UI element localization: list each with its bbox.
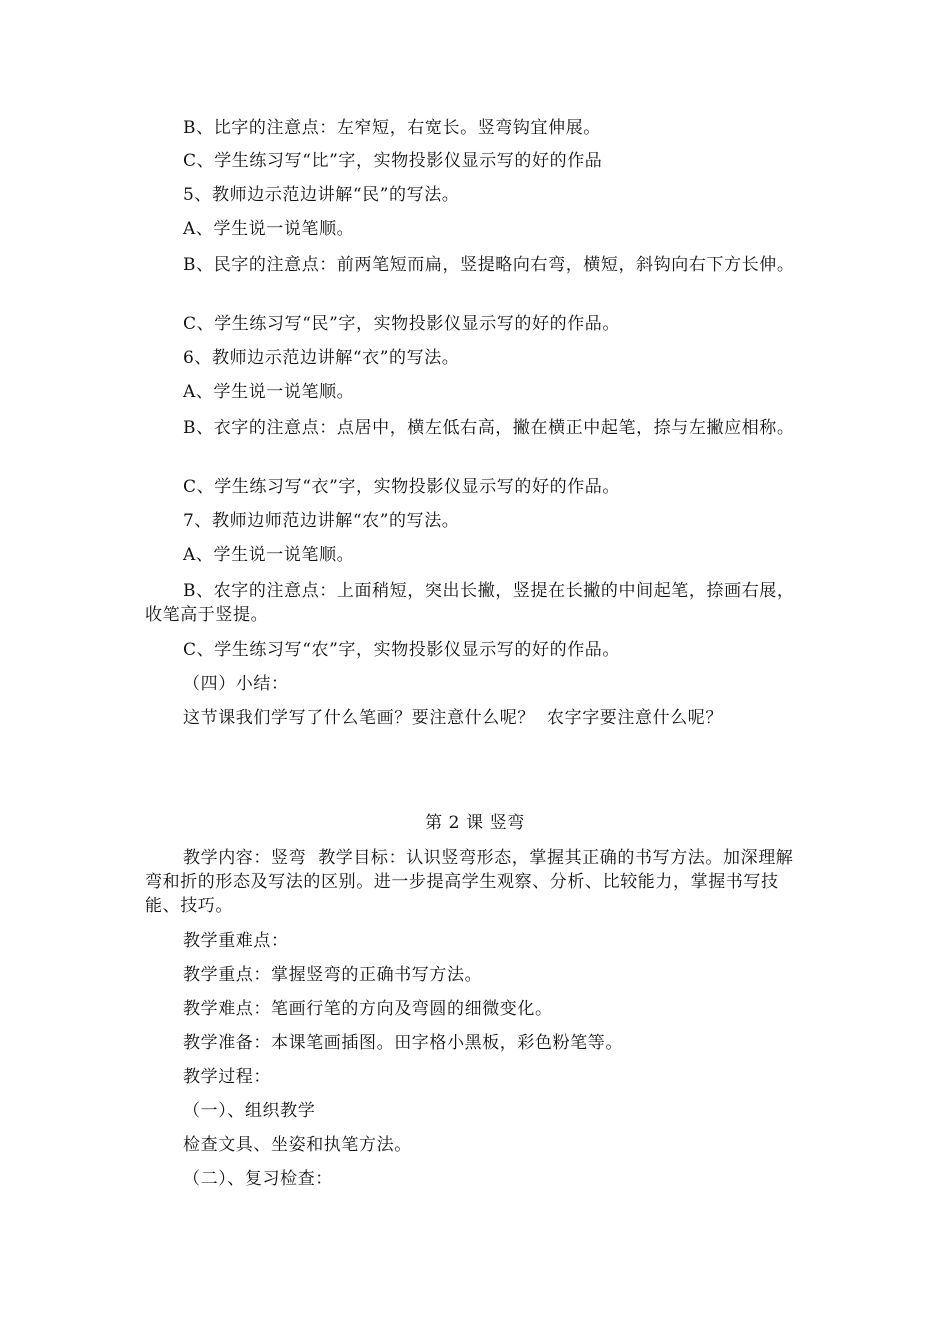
subheading: （一）、组织教学 xyxy=(183,1101,316,1121)
subheading: （二）、复习检查： xyxy=(183,1169,333,1189)
paragraph: B、农字的注意点：上面稍短，突出长撇，竖提在长撇的中间起笔，捺画右展，收笔高于竖提。 xyxy=(145,581,795,625)
subheading: （四）小结： xyxy=(183,674,289,694)
paragraph: 教学过程： xyxy=(183,1067,271,1087)
paragraph: B、衣字的注意点：点居中，横左低右高，撇在横正中起笔，捺与左撇应相称。 xyxy=(183,418,795,438)
paragraph: 教学重难点： xyxy=(183,931,289,951)
paragraph: 这节课我们学写了什么笔画？要注意什么呢？ 农字字要注意什么呢？ xyxy=(183,708,724,728)
paragraph: A、学生说一说笔顺。 xyxy=(183,545,355,565)
paragraph: 教学重点：掌握竖弯的正确书写方法。 xyxy=(183,965,483,985)
paragraph: 教学难点：笔画行笔的方向及弯圆的细微变化。 xyxy=(183,999,553,1019)
paragraph: B、民字的注意点：前两笔短而扁，竖提略向右弯，横短，斜钩向右下方长伸。 xyxy=(183,255,795,275)
paragraph: 6、教师边示范边讲解“衣”的写法。 xyxy=(183,348,460,368)
paragraph: C、学生练习写“比”字，实物投影仪显示写的好的作品 xyxy=(183,151,603,171)
paragraph: 5、教师边示范边讲解“民”的写法。 xyxy=(183,185,460,205)
paragraph: B、比字的注意点：左窄短，右宽长。竖弯钩宜伸展。 xyxy=(183,118,601,138)
paragraph: C、学生练习写“衣”字，实物投影仪显示写的好的作品。 xyxy=(183,477,620,497)
paragraph: C、学生练习写“民”字，实物投影仪显示写的好的作品。 xyxy=(183,314,620,334)
paragraph: C、学生练习写“农”字，实物投影仪显示写的好的作品。 xyxy=(183,640,620,660)
lesson-title: 第 2 课 竖弯 xyxy=(425,813,525,833)
paragraph: A、学生说一说笔顺。 xyxy=(183,382,355,402)
paragraph: A、学生说一说笔顺。 xyxy=(183,219,355,239)
paragraph: 教学准备：本课笔画插图。田字格小黑板，彩色粉笔等。 xyxy=(183,1033,623,1053)
paragraph: 检查文具、坐姿和执笔方法。 xyxy=(183,1135,412,1155)
paragraph: 7、教师边师范边讲解“农”的写法。 xyxy=(183,511,460,531)
paragraph: 教学内容：竖弯 教学目标：认识竖弯形态，掌握其正确的书写方法。加深理解弯和折的形态及写法的区别。进一步提高学生观察、分析、比较能力，掌握书写技能、技巧。 xyxy=(145,848,794,916)
